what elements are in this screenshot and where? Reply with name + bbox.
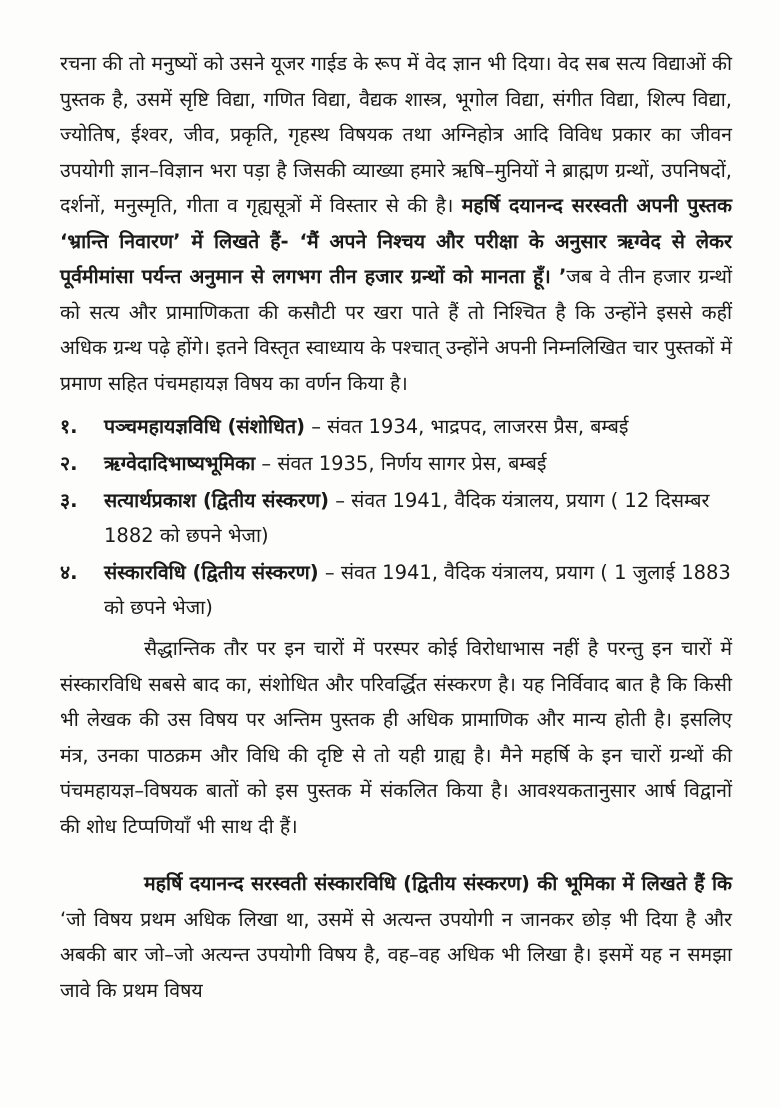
list-item bbox=[60, 483, 732, 553]
paragraph-spacer bbox=[60, 844, 732, 866]
list-item-detail: – संवत 1941, वैदिक यंत्रालय, प्रयाग ( 1 जुलाई 1883 को छपने भेजा) bbox=[104, 561, 731, 619]
paragraph-preface-text: ‘जो विषय प्रथम अधिक लिखा था, उसमें से अत्यन्त उपयोगी न जानकर छोड़ भी दिया है और अबकी बार जो–जो अत्यन्त उपयोगी विषय है, वह–वह अधिक भी लिखा है। इसमें यह न समझा जावे कि प्रथम विषय bbox=[60, 907, 732, 1002]
list-item bbox=[60, 555, 732, 625]
list-item-number: ४. bbox=[60, 561, 78, 584]
paragraph-intro-quote: महर्षि दयानन्द सरस्वती अपनी पुस्तक ‘भ्रान्ति निवारण’ में लिखते हैं- ‘मैं अपने निश्चय और परीक्षा के अनुसार ऋग्वेद से लेकर पूर्वमीमांसा पर्यन्त अनुमान से लगभग तीन हजार ग्रन्थों को मानता हूँ। ’ bbox=[60, 194, 732, 288]
paragraph-intro-continuation: जब वे तीन हजार ग्रन्थों को सत्य और प्रामाणिकता की कसौटी पर खरा पाते हैं तो निश्चित है कि उन्होंने इससे कहीं अधिक ग्रन्थ पढ़े होंगे। इतने विस्तृत स्वाध्याय के पश्चात् उन्होंने अपनी निम्नलिखित चार पुस्तकों में प्रमाण सहित पंचमहायज्ञ विषय का वर्णन किया है। bbox=[60, 265, 732, 395]
paragraph-analysis-text: सैद्धान्तिक तौर पर इन चारों में परस्पर कोई विरोधाभास नहीं है परन्तु इन चारों में संस्कारविधि सबसे बाद का, संशोधित और परिवर्द्धित संस्करण है। यह निर्विवाद बात है कि किसी भी लेखक की उस विषय पर अन्तिम पुस्तक ही अधिक प्रामाणिक और मान्य होती है। इसलिए मंत्र, उनका पाठक्रम और विधि की दृष्टि से तो यही ग्राह्य है। मैने महर्षि के इन चारों ग्रन्थों की पंचमहायज्ञ–विषयक बातों को इस पुस्तक में संकलित किया है। आवश्यकतानुसार आर्ष विद्वानों की शोध टिप्पणियाँ भी साथ दी हैं। bbox=[60, 637, 732, 838]
list-item-body bbox=[104, 409, 732, 444]
list-item-body bbox=[104, 483, 732, 553]
paragraph-analysis bbox=[60, 631, 732, 844]
list-item bbox=[60, 446, 732, 481]
paragraph-preface-lead: महर्षि दयानन्द सरस्वती संस्कारविधि (द्वितीय संस्करण) की भूमिका में लिखते हैं कि bbox=[144, 872, 732, 895]
list-item-detail: – संवत 1941, वैदिक यंत्रालय, प्रयाग ( 12 दिसम्बर 1882 को छपने भेजा) bbox=[104, 489, 710, 547]
paragraph-preface-quote bbox=[60, 866, 732, 1008]
list-item-number: २. bbox=[60, 452, 78, 475]
list-item-detail: – संवत 1934, भाद्रपद, लाजरस प्रैस, बम्बई bbox=[305, 415, 629, 438]
paragraph-intro bbox=[60, 46, 732, 401]
list-item-number: १. bbox=[60, 415, 78, 438]
book-list bbox=[60, 409, 732, 625]
list-item-title: ऋग्वेदादिभाष्यभूमिका bbox=[104, 452, 256, 475]
list-item bbox=[60, 409, 732, 444]
list-item-title: संस्कारविधि (द्वितीय संस्करण) bbox=[104, 561, 319, 584]
list-item-title: सत्यार्थप्रकाश (द्वितीय संस्करण) bbox=[104, 489, 329, 512]
list-item-title: पञ्चमहायज्ञविधि (संशोधित) bbox=[104, 415, 306, 438]
list-item-number: ३. bbox=[60, 489, 78, 512]
list-item-body bbox=[104, 446, 732, 481]
paragraph-intro-text: रचना की तो मनुष्यों को उसने यूजर गाईड के रूप में वेद ज्ञान भी दिया। वेद सब सत्य विद्याओं की पुस्तक है, उसमें सृष्टि विद्या, गणित विद्या, वैद्यक शास्त्र, भूगोल विद्या, संगीत विद्या, शिल्प विद्या, ज्योतिष, ईश्वर, जीव, प्रकृति, गृहस्थ विषयक तथा अग्निहोत्र आदि विविध प्रकार का जीवन उपयोगी ज्ञान–विज्ञान भरा पड़ा है जिसकी व्याख्या हमारे ऋषि–मुनियों ने ब्राह्मण ग्रन्थों, उपनिषदों, दर्शनों, मनुस्मृति, गीता व गृह्यसूत्रों में विस्तार से की है। bbox=[60, 52, 732, 217]
list-item-body bbox=[104, 555, 732, 625]
list-item-detail: – संवत 1935, निर्णय सागर प्रेस, बम्बई bbox=[255, 452, 547, 475]
